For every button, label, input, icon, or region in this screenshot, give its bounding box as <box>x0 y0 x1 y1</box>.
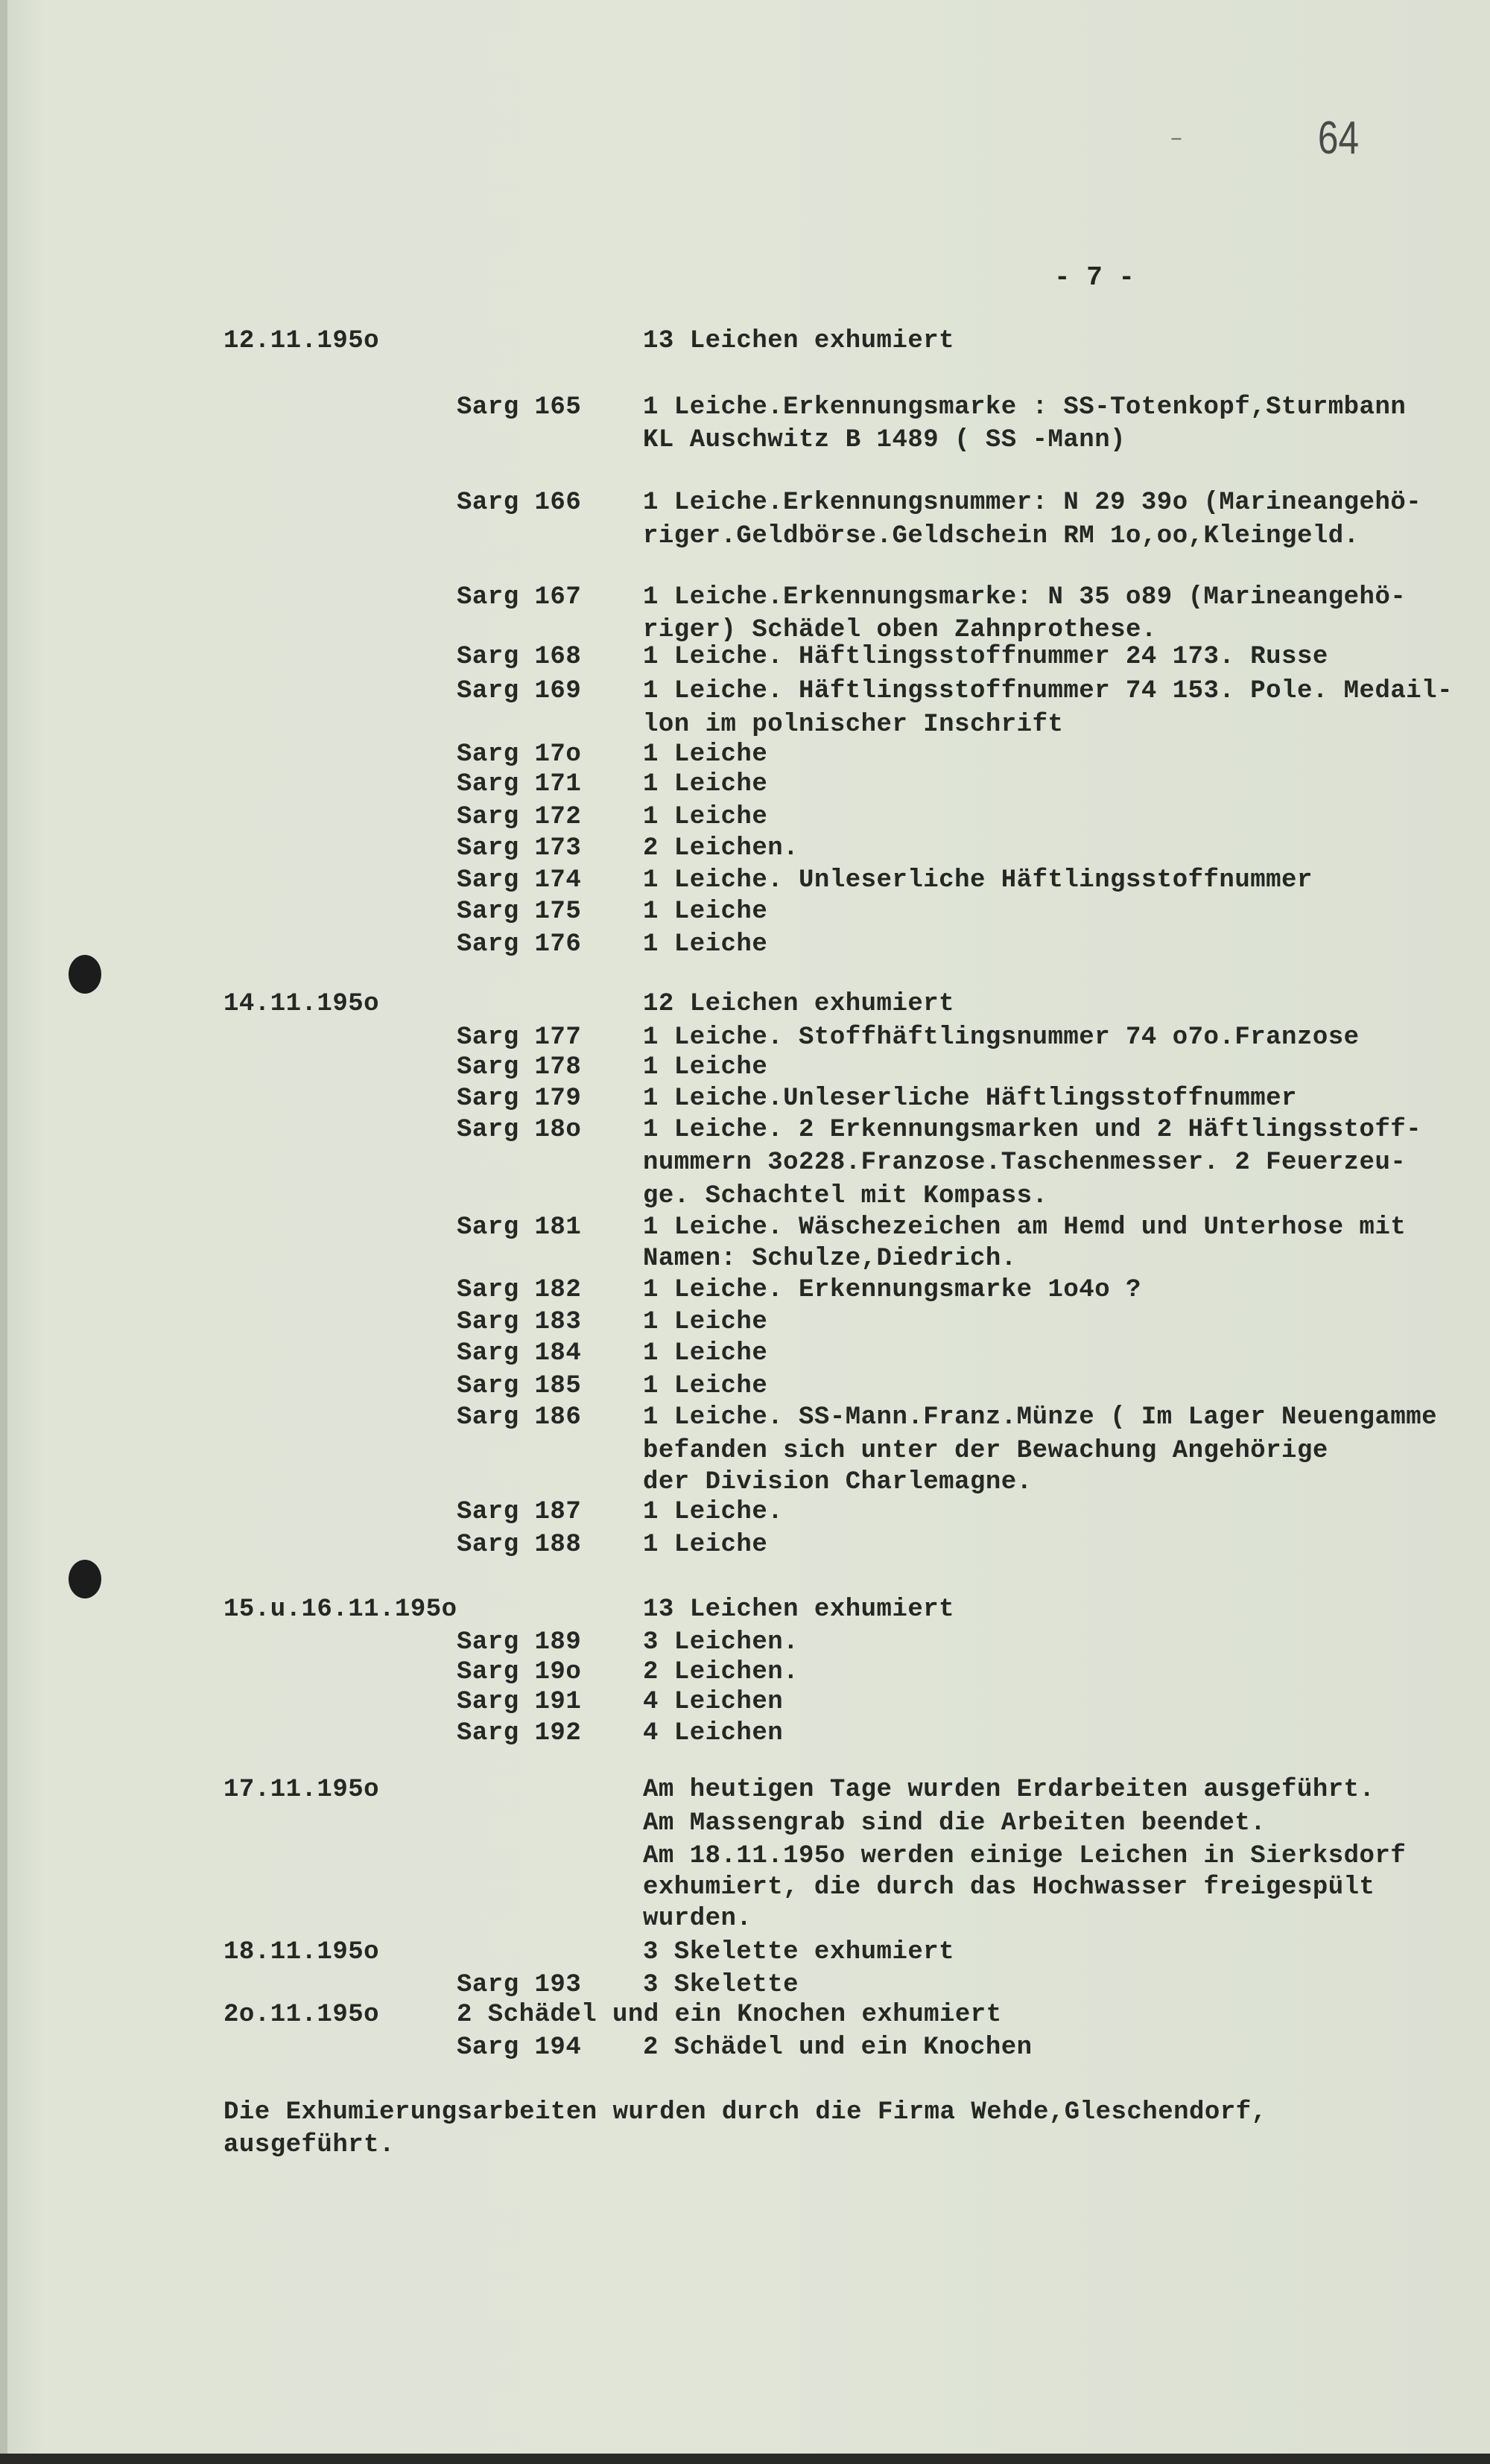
punch-hole <box>69 955 101 994</box>
sarg-label: Sarg 189 <box>457 1628 582 1657</box>
page-bottom-edge <box>0 2454 1490 2464</box>
entry-summary: 2 Schädel und ein Knochen exhumiert <box>457 2001 1002 2029</box>
entry-summary: 13 Leichen exhumiert <box>643 327 955 355</box>
entry-date: 15.u.16.11.195o <box>224 1595 457 1624</box>
entry-date: 18.11.195o <box>224 1938 380 1966</box>
entry-text: Am 18.11.195o werden einige Leichen in Sierksdorf <box>643 1842 1407 1870</box>
sarg-label: Sarg 172 <box>457 803 582 831</box>
sarg-text: 1 Leiche. Stoffhäftlingsnummer 74 o7o.Franzose <box>643 1023 1360 1052</box>
sarg-label: Sarg 176 <box>457 930 582 959</box>
sarg-label: Sarg 174 <box>457 866 582 895</box>
sarg-text: 1 Leiche. 2 Erkennungsmarken und 2 Häftlingsstoff- <box>643 1116 1422 1144</box>
page-edge <box>0 0 7 2464</box>
sarg-label: Sarg 169 <box>457 677 582 705</box>
sarg-label: Sarg 181 <box>457 1213 582 1242</box>
entry-summary: 13 Leichen exhumiert <box>643 1595 955 1624</box>
entry-text: Am heutigen Tage wurden Erdarbeiten ausgeführt. <box>643 1776 1375 1804</box>
sarg-label: Sarg 178 <box>457 1053 582 1082</box>
sarg-label: Sarg 179 <box>457 1085 582 1113</box>
sarg-text: 1 Leiche. Wäschezeichen am Hemd und Unterhose mit <box>643 1213 1407 1242</box>
sarg-label: Sarg 167 <box>457 583 582 612</box>
sarg-label: Sarg 165 <box>457 393 582 422</box>
sarg-text: 1 Leiche <box>643 1053 768 1082</box>
sarg-label: Sarg 184 <box>457 1339 582 1368</box>
sarg-text: 1 Leiche.Unleserliche Häftlingsstoffnummer <box>643 1085 1297 1113</box>
sarg-text: 1 Leiche. <box>643 1498 784 1526</box>
entry-summary: 3 Skelette exhumiert <box>643 1938 955 1966</box>
closing-text: ausgeführt. <box>224 2131 395 2159</box>
sarg-label: Sarg 177 <box>457 1023 582 1052</box>
sarg-text: 1 Leiche <box>643 1531 768 1559</box>
sarg-text: 1 Leiche. SS-Mann.Franz.Münze ( Im Lager Neuengamme <box>643 1403 1438 1432</box>
sarg-text: 1 Leiche.Erkennungsmarke: N 35 o89 (Marineangehö- <box>643 583 1407 612</box>
entry-summary: 12 Leichen exhumiert <box>643 990 955 1018</box>
sarg-text: riger) Schädel oben Zahnprothese. <box>643 616 1157 644</box>
page-number: 64 <box>1317 112 1360 164</box>
sarg-label: Sarg 171 <box>457 770 582 798</box>
sarg-label: Sarg 166 <box>457 489 582 517</box>
sarg-text: Namen: Schulze,Diedrich. <box>643 1245 1017 1273</box>
sarg-text: 1 Leiche <box>643 1339 768 1368</box>
sarg-label: Sarg 187 <box>457 1498 582 1526</box>
sarg-text: 4 Leichen <box>643 1719 784 1747</box>
entry-date: 2o.11.195o <box>224 2001 380 2029</box>
sarg-label: Sarg 186 <box>457 1403 582 1432</box>
entry-text: Am Massengrab sind die Arbeiten beendet. <box>643 1809 1266 1838</box>
sarg-label: Sarg 19o <box>457 1658 582 1686</box>
sarg-label: Sarg 182 <box>457 1276 582 1304</box>
sarg-text: 2 Leichen. <box>643 1658 799 1686</box>
sarg-text: 1 Leiche. Erkennungsmarke 1o4o ? <box>643 1276 1141 1304</box>
sarg-label: Sarg 18o <box>457 1116 582 1144</box>
sarg-text: 1 Leiche <box>643 740 768 769</box>
page-number-dash: – <box>1170 127 1184 152</box>
entry-date: 14.11.195o <box>224 990 380 1018</box>
sarg-label: Sarg 192 <box>457 1719 582 1747</box>
sarg-text: 1 Leiche. Häftlingsstoffnummer 74 153. Pole. Medail- <box>643 677 1453 705</box>
sarg-text: 2 Leichen. <box>643 834 799 863</box>
entry-date: 17.11.195o <box>224 1776 380 1804</box>
closing-text: Die Exhumierungsarbeiten wurden durch die Firma Wehde,Gleschendorf, <box>224 2098 1267 2127</box>
sarg-text: 4 Leichen <box>643 1688 784 1716</box>
punch-hole <box>69 1560 101 1598</box>
sarg-text: 1 Leiche <box>643 1308 768 1336</box>
sarg-text: 1 Leiche <box>643 930 768 959</box>
sarg-label: Sarg 193 <box>457 1971 582 1999</box>
entry-text: wurden. <box>643 1905 752 1933</box>
entry-date: 12.11.195o <box>224 327 380 355</box>
sarg-label: Sarg 173 <box>457 834 582 863</box>
sarg-label: Sarg 175 <box>457 898 582 926</box>
sarg-label: Sarg 17o <box>457 740 582 769</box>
sarg-text: 1 Leiche <box>643 770 768 798</box>
sarg-text: der Division Charlemagne. <box>643 1468 1033 1496</box>
sarg-label: Sarg 194 <box>457 2033 582 2062</box>
sarg-label: Sarg 185 <box>457 1372 582 1400</box>
page-label: - 7 - <box>1054 262 1135 293</box>
sarg-text: ge. Schachtel mit Kompass. <box>643 1182 1048 1210</box>
sarg-label: Sarg 188 <box>457 1531 582 1559</box>
sarg-text: 1 Leiche <box>643 898 768 926</box>
sarg-label: Sarg 168 <box>457 643 582 671</box>
sarg-text: KL Auschwitz B 1489 ( SS -Mann) <box>643 426 1126 454</box>
sarg-text: 2 Schädel und ein Knochen <box>643 2033 1033 2062</box>
sarg-text: 3 Skelette <box>643 1971 799 1999</box>
sarg-text: 1 Leiche <box>643 1372 768 1400</box>
sarg-text: riger.Geldbörse.Geldschein RM 1o,oo,Kleingeld. <box>643 522 1360 550</box>
sarg-text: 1 Leiche.Erkennungsmarke : SS-Totenkopf,Sturmbann <box>643 393 1407 422</box>
sarg-text: 1 Leiche. Unleserliche Häftlingsstoffnummer <box>643 866 1313 895</box>
sarg-text: nummern 3o228.Franzose.Taschenmesser. 2 Feuerzeu- <box>643 1149 1407 1177</box>
sarg-text: 3 Leichen. <box>643 1628 799 1657</box>
sarg-text: befanden sich unter der Bewachung Angehörige <box>643 1437 1328 1465</box>
sarg-label: Sarg 191 <box>457 1688 582 1716</box>
sarg-text: lon im polnischer Inschrift <box>643 711 1064 739</box>
sarg-label: Sarg 183 <box>457 1308 582 1336</box>
sarg-text: 1 Leiche <box>643 803 768 831</box>
sarg-text: 1 Leiche. Häftlingsstoffnummer 24 173. Russe <box>643 643 1328 671</box>
entry-text: exhumiert, die durch das Hochwasser freigespült <box>643 1873 1375 1902</box>
sarg-text: 1 Leiche.Erkennungsnummer: N 29 39o (Marineangehö- <box>643 489 1422 517</box>
